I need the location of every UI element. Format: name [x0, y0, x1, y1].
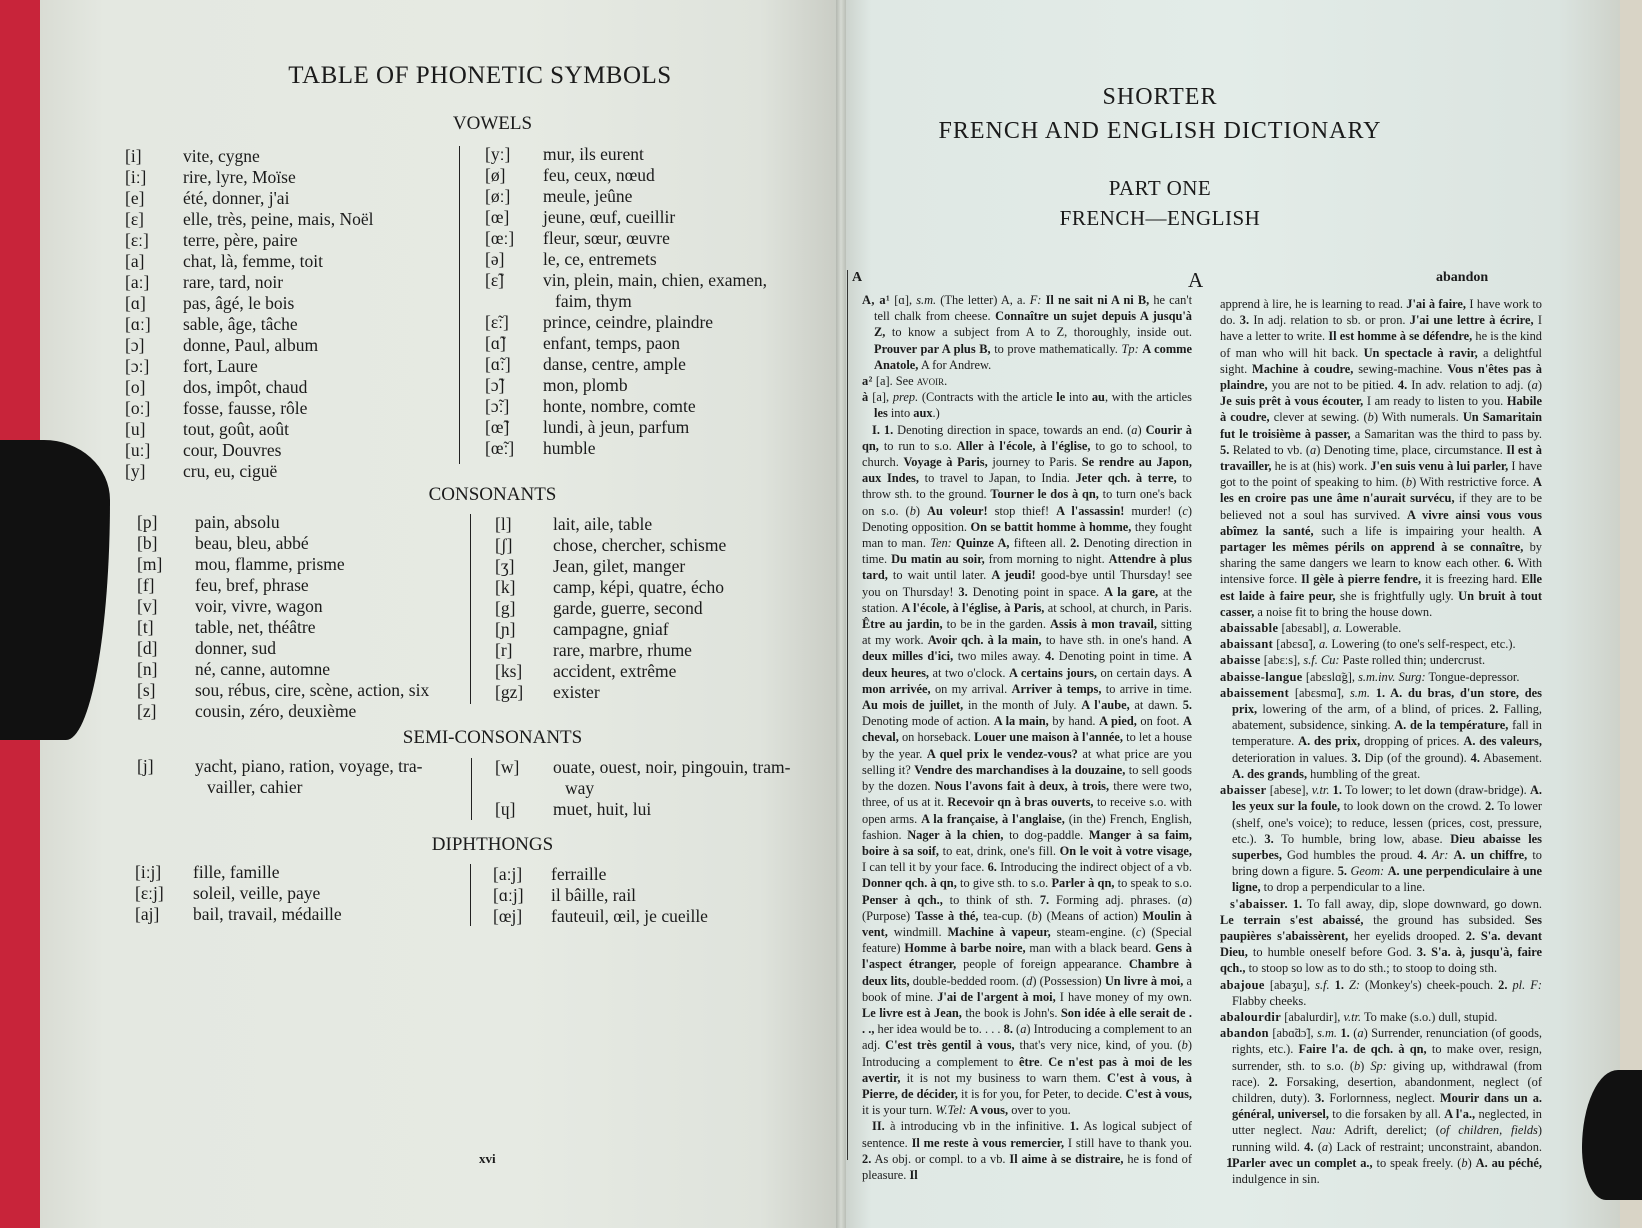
example-words: fosse, fausse, rôle	[183, 398, 308, 418]
dictionary-entry: I. 1. Denoting direction in space, towards an end. (a) Courir à qn, to run to s.o. Aller à l'école, à l'église, to go to school, to church. Voyage à Paris, journey to Paris. Se rendre au Japon, aux Indes, to travel to Japan, to India. Jeter qch. à terre, to throw sth. to the ground. Tourner le dos à qn, to turn one's back on s.o. (b) Au voleur! stop thief! A l'assassin! murder! (c) Denoting opposition. On se battit homme à homme, they fought man to man. Ten: Quinze A, fifteen all. 2. Denoting direction in time. Du matin au soir, from morning to night. Attendre à plus tard, to wait until later. A jeudi! good-bye until Thursday! see you on Thursday! 3. Denoting point in space. A la gare, at the station. A l'école, à l'église, à Paris, at school, at church, in Paris. Être au jardin, to be in the garden. Assis à mon travail, sitting at my work. Avoir qch. à la main, to have sth. in one's hand. A deux milles d'ici, two miles away. 4. Denoting point in time. A deux heures, at two o'clock. A certains jours, on certain days. A mon arrivée, on my arrival. Arriver à temps, to arrive in time. Au mois de juillet, in the month of July. A l'aube, at dawn. 5. Denoting mode of action. A la main, by hand. A pied, on foot. A cheval, on horseback. Louer une maison à l'année, to let a house by the year. A quel prix le vendez-vous? at what price are you selling it? Vendre des marchandises à la douzaine, to sell goods by the dozen. Nous l'avons fait à deux, à trois, there were two, three, of us at it. Recevoir qn à bras ouverts, to receive s.o. with open arms. A la française, à l'anglaise, (in the) French, English, fashion. Nager à la chien, to dog-paddle. Manger à sa faim, boire à sa soif, to eat, drink, one's fill. On le voit à votre visage, I can tell it by your face. 6. Introducing the indirect object of a vb. Donner qch. à qn, to give sth. to s.o. Parler à qn, to speak to s.o. Penser à qch., to think of sth. 7. Forming adj. phrases. (a) (Purpose) Tasse à thé, tea-cup. (b) (Means of action) Moulin à vent, windmill. Machine à vapeur, steam-engine. (c) (Special feature) Homme à barbe noire, man with a black beard. Gens à l'aspect étranger, people of foreign appearance. Chambre à deux lits, double-bedded room. (d) (Possession) Un livre à moi, a book of mine. J'ai de l'argent à moi, I have money of my own. Le livre est à Jean, the book is John's. Son idée à elle serait de . . ., her idea would be to. . . . 8. (a) Introducing a complement to an adj. C'est très gentil à vous, that's very nice, kind, of you. (b) Introducing a complement to être. Ce n'est pas à moi de les avertir, it is not my business to warn them. C'est à vous, à Pierre, de décider, it is for you, for Peter, to decide. C'est à vous, it is your turn. W.Tel: A vous, over to you.	[862, 422, 1193, 1118]
example-words: fille, famille	[193, 862, 280, 882]
phonetic-symbol: [z]	[137, 701, 157, 721]
phonetic-symbol: [œj]	[493, 906, 523, 926]
phonetic-symbol: [a]	[125, 251, 145, 271]
book-spine	[836, 0, 846, 1228]
dictionary-entry: abalourdir [abalurdir], v.tr. To make (s.o.) dull, stupid.	[1220, 1009, 1498, 1024]
margin-rule	[847, 270, 848, 1160]
example-words: danse, centre, ample	[543, 354, 686, 374]
phonetic-symbol: [ɔ̃]	[485, 375, 505, 395]
phonetic-symbol: [d]	[137, 638, 158, 658]
example-words: pain, absolu	[195, 512, 280, 532]
phonetic-symbol: [ɛ̃ː]	[485, 312, 509, 332]
vowels-left-table	[125, 146, 374, 482]
example-words: ouate, ouest, noir, pingouin, tram- way	[553, 757, 791, 798]
dictionary-entry: II. à introducing vb in the infinitive. 1. As logical subject of sentence. Il me reste à vous remercier, I still have to thank you. 2. As obj. or compl. to a vb. Il aime à se distraire, he is fond of pleasure. Il	[862, 1119, 1192, 1182]
phonetic-row	[495, 640, 726, 661]
phonetic-row	[125, 293, 374, 314]
example-words: accident, extrême	[553, 661, 677, 681]
page-title: TABLE OF PHONETIC SYMBOLS	[288, 62, 672, 89]
phonetic-symbol: [aː]	[125, 272, 150, 292]
phonetic-row	[125, 230, 374, 251]
phonetic-row	[493, 885, 708, 906]
example-words: jeune, œuf, cueillir	[543, 207, 676, 227]
phonetic-row	[137, 659, 429, 680]
example-words: tout, goût, août	[183, 419, 289, 439]
phonetic-symbol: [u]	[125, 419, 146, 439]
phonetic-symbol: [k]	[495, 577, 516, 597]
phonetic-row	[495, 682, 726, 703]
phonetic-symbol: [ɑ̃]	[485, 333, 506, 353]
example-words: lait, aile, table	[553, 514, 653, 534]
phonetic-symbol: [g]	[495, 598, 516, 618]
example-words: dos, impôt, chaud	[183, 377, 308, 397]
example-words: honte, nombre, comte	[543, 396, 696, 416]
example-words: cousin, zéro, deuxième	[195, 701, 357, 721]
example-words: enfant, temps, paon	[543, 333, 681, 353]
phonetic-symbol: [œ]	[485, 207, 510, 227]
column-divider	[471, 758, 472, 820]
dictionary-entry: abaissable [abɛsabl], a. Lowerable.	[1220, 621, 1402, 636]
phonetic-symbol: [ɥ]	[495, 799, 516, 819]
phonetic-symbol: [j]	[137, 756, 154, 776]
dictionary-entry: abaisser [abese], v.tr. 1. To lower; to let down (draw-bridge). A. les yeux sur la foule, to look down on the crowd. 2. To lower (shelf, one's voice); to reduce, lessen (prices, cost, pressure, etc.). 3. To humble, bring low, abase. Dieu abaisse les superbes, God humbles the proud. 4. Ar: A. un chiffre, to bring down a figure. 5. Geom: A. une perpendiculaire à une ligne, to drop a perpendicular to a line.	[1220, 783, 1543, 895]
phonetic-row	[485, 228, 767, 249]
dictionary-entry: a² [a]. See avoir.	[862, 374, 948, 389]
section-heading-semi-consonants: SEMI-CONSONANTS	[402, 727, 583, 748]
example-words: feu, ceux, nœud	[543, 165, 655, 185]
phonetic-symbol: [ɔ]	[125, 335, 145, 355]
phonetic-row	[485, 417, 767, 438]
phonetic-symbol: [yː]	[485, 144, 511, 164]
phonetic-row	[137, 756, 422, 798]
phonetic-row	[485, 333, 767, 354]
vowels-right-table	[485, 144, 767, 459]
phonetic-symbol: [gz]	[495, 682, 524, 702]
example-words: rare, tard, noir	[183, 272, 284, 292]
phonetic-symbol: [m]	[137, 554, 163, 574]
phonetic-row	[493, 906, 708, 927]
phonetic-symbol: [t]	[137, 617, 154, 637]
phonetic-symbol: [œ̃ː]	[485, 438, 515, 458]
phonetic-symbol: [ɛ]	[125, 209, 145, 229]
example-words: le, ce, entremets	[543, 249, 657, 269]
phonetic-symbol: [ɛ̃]	[485, 270, 505, 290]
example-words: table, net, théâtre	[195, 617, 316, 637]
phonetic-symbol: [ɑ]	[125, 293, 146, 313]
phonetic-row	[485, 165, 767, 186]
running-head-center: A	[1188, 268, 1204, 292]
dictionary-entry: apprend à lire, he is learning to read. J'ai à faire, I have work to do. 3. In adj. relation to sb. or pron. J'ai une lettre à écrire, I have a letter to write. Il est homme à se défendre, he is the kind of man who will hit back. Un spectacle à ravir, a delightful sight. Machine à coudre, sewing-machine. Vous n'êtes pas à plaindre, you are not to be pitied. 4. In adv. relation to adj. (a) Je suis prêt à vous écouter, I am ready to listen to you. Habile à coudre, clever at sewing. (b) With numerals. Un Samaritain fut le troisième à passer, a Samaritan was the third to pass by. 5. Related to vb. (a) Denoting time, place, circumstance. Il est à travailler, he is at (his) work. J'en suis venu à lui parler, I have got to the point of speaking to him. (b) With restrictive force. A les en croire pas une âme n'aurait survécu, if they are to be believed not a soul has survived. A vivre ainsi vous vous abîmez la santé, such a life is impairing your health. A partager les mêmes périls on apprend à se connaître, by sharing the same dangers we learn to know each other. 6. With intensive force. Il gèle à pierre fendre, it is freezing hard. Elle est laide à faire peur, she is frightfully ugly. Un bruit à tout casser, a noise fit to bring the house down.	[1220, 297, 1543, 619]
phonetic-symbol: [ə]	[485, 249, 505, 269]
phonetic-symbol: [iːj]	[135, 862, 162, 882]
consonants-left-table	[137, 512, 429, 722]
example-words: sou, rébus, cire, scène, action, six	[195, 680, 430, 700]
phonetic-symbol: [oː]	[125, 398, 151, 418]
phonetic-row	[125, 377, 374, 398]
consonants-right-table	[495, 514, 726, 703]
example-words: rire, lyre, Moïse	[183, 167, 296, 187]
phonetic-symbol: [n]	[137, 659, 158, 679]
example-words: muet, huit, lui	[553, 799, 652, 819]
example-words: fleur, sœur, œuvre	[543, 228, 670, 248]
example-words: humble	[543, 438, 596, 458]
phonetic-symbol: [iː]	[125, 167, 147, 187]
example-words: elle, très, peine, mais, Noël	[183, 209, 374, 229]
phonetic-row	[125, 314, 374, 335]
dictionary-entry: abaisse-langue [abɛslɑ̃g], s.m.inv. Surg: Tongue-depressor.	[1220, 669, 1520, 684]
dictionary-entry: abaissant [abɛsɑ̃], a. Lowering (to one's self-respect, etc.).	[1220, 637, 1516, 652]
phonetic-symbol: [s]	[137, 680, 156, 700]
phonetic-symbol: [ɛːj]	[135, 883, 164, 903]
phonetic-symbol: [œː]	[485, 228, 515, 248]
phonetic-symbol: [ks]	[495, 661, 523, 681]
section-heading-diphthongs: DIPHTHONGS	[431, 834, 554, 855]
phonetic-row	[137, 617, 429, 638]
phonetic-symbol: [v]	[137, 596, 158, 616]
phonetic-row	[485, 207, 767, 228]
example-words: chat, là, femme, toit	[183, 251, 323, 271]
phonetic-row	[125, 440, 374, 461]
example-words: yacht, piano, ration, voyage, tra- vailler, cahier	[195, 756, 423, 797]
phonetic-symbol: [œ̃]	[485, 417, 510, 437]
example-words: exister	[553, 682, 600, 702]
example-words: Jean, gilet, manger	[553, 556, 686, 576]
phonetic-row	[137, 533, 429, 554]
phonetic-symbol: [ɑ̃ː]	[485, 354, 511, 374]
example-words: campagne, gniaf	[553, 619, 669, 639]
phonetic-row	[495, 514, 726, 535]
example-words: camp, képi, quatre, écho	[553, 577, 725, 597]
phonetic-symbol: [r]	[495, 640, 513, 660]
phonetic-symbol: [p]	[137, 512, 158, 532]
phonetic-symbol: [i]	[125, 146, 142, 166]
phonetic-symbol: [aj]	[135, 904, 160, 924]
phonetic-symbol: [ɔ̃ː]	[485, 396, 510, 416]
running-head-left: A	[852, 270, 863, 285]
phonetic-row	[125, 167, 374, 188]
phonetic-row	[485, 270, 767, 312]
phonetic-symbol: [ɛː]	[125, 230, 149, 250]
example-words: lundi, à jeun, parfum	[543, 417, 690, 437]
example-words: donne, Paul, album	[183, 335, 319, 355]
page-number-left: xvi	[479, 1151, 496, 1166]
example-words: rare, marbre, rhume	[553, 640, 692, 660]
dictionary-entry: s'abaisser. 1. To fall away, dip, slope downward, go down. Le terrain s'est abaissé, the ground has subsided. Ses paupières s'abaissèrent, her eyelids drooped. 2. S'a. devant Dieu, to humble oneself before God. 3. S'a. à, jusqu'à, faire qch., to stoop so low as to do sth.; to stoop to doing sth.	[1220, 896, 1543, 976]
phonetic-row	[125, 146, 374, 167]
dictionary-entry: A, a¹ [ɑ], s.m. (The letter) A, a. F: Il ne sait ni A ni B, he can't tell chalk from cheese. Connaître un sujet depuis A jusqu'à Z, to know a subject from A to Z, thoroughly, inside out. Prouver par A plus B, to prove mathematically. Tp: A comme Anatole, A for Andrew.	[862, 293, 1193, 372]
phonetic-row	[125, 272, 374, 293]
example-words: meule, jeûne	[543, 186, 633, 206]
part-title: PART ONE	[1108, 176, 1212, 200]
phonetic-symbol: [aːj]	[493, 864, 523, 884]
example-words: été, donner, j'ai	[183, 188, 290, 208]
background-edge-right	[1620, 0, 1642, 1228]
phonetic-row	[495, 535, 726, 556]
phonetic-row	[495, 577, 726, 598]
example-words: terre, père, paire	[183, 230, 298, 250]
phonetic-symbol: [y]	[125, 461, 146, 481]
diphthongs-left-table	[135, 862, 342, 925]
phonetic-row	[137, 554, 429, 575]
example-words: vite, cygne	[183, 146, 260, 166]
page-number-right: 1	[1226, 1156, 1233, 1171]
phonetic-row	[125, 419, 374, 440]
example-words: soleil, veille, paye	[193, 883, 321, 903]
phonetic-row	[495, 598, 726, 619]
phonetic-row	[485, 249, 767, 270]
phonetic-row	[137, 512, 429, 533]
phonetic-row	[137, 701, 429, 722]
column-divider	[470, 864, 471, 926]
diphthongs-right-table	[493, 864, 708, 927]
phonetic-row	[135, 904, 342, 925]
example-words: beau, bleu, abbé	[195, 533, 309, 553]
phonetic-row	[125, 461, 374, 482]
dictionary-entry: abaisse [abɛːs], s.f. Cu: Paste rolled thin; undercrust.	[1220, 653, 1486, 668]
dictionary-column-2	[1220, 296, 1542, 1187]
phonetic-symbol: [øː]	[485, 186, 511, 206]
example-words: voir, vivre, wagon	[195, 596, 323, 616]
section-heading-vowels: VOWELS	[452, 113, 533, 134]
phonetic-row	[485, 186, 767, 207]
phonetic-symbol: [o]	[125, 377, 146, 397]
column-divider	[470, 514, 471, 704]
phonetic-symbol: [ɔː]	[125, 356, 150, 376]
phonetic-symbol: [ø]	[485, 165, 506, 185]
dictionary-entry: abajoue [abaʒu], s.f. 1. Z: (Monkey's) cheek-pouch. 2. pl. F: Flabby cheeks.	[1220, 977, 1542, 1008]
example-words: fauteuil, œil, je cueille	[551, 906, 708, 926]
dictionary-entry: abandon [abɑ̃dɔ̃], s.m. 1. (a) Surrender, renunciation (of goods, rights, etc.). Faire l'a. de qch. à qn, to make over, resign, surrender, sth. to s.o. (b) Sp: giving up, withdrawal (from race). 2. Forsaking, desertion, abandonment, neglect (of children, duty). 3. Forlornness, neglect. Mourir dans un a. général, universel, to die forsaken by all. A l'a., neglected, in utter neglect. Nau: Adrift, derelict; (of children, fields) running wild. 4. (a) Lack of restraint; unconstraint, abandon. Parler avec un complet a., to speak freely. (b) A. au péché, indulgence in sin.	[1220, 1026, 1543, 1186]
phonetic-row	[137, 596, 429, 617]
example-words: mur, ils eurent	[543, 144, 644, 164]
semi-consonants-right-table	[495, 757, 790, 820]
example-words: garde, guerre, second	[553, 598, 703, 618]
phonetic-row	[485, 144, 767, 165]
example-words: il bâille, rail	[551, 885, 637, 905]
phonetic-symbol: [uː]	[125, 440, 151, 460]
phonetic-symbol: [b]	[137, 533, 158, 553]
phonetic-row	[485, 396, 767, 417]
example-words: sable, âge, tâche	[183, 314, 298, 334]
example-words: vin, plein, main, chien, examen, faim, thym	[543, 270, 768, 311]
example-words: fort, Laure	[183, 356, 258, 376]
phonetic-row	[493, 864, 708, 885]
dictionary-entry: à [a], prep. (Contracts with the article le into au, with the articles les into aux.)	[862, 390, 1192, 421]
example-words: mou, flamme, prisme	[195, 554, 345, 574]
example-words: donner, sud	[195, 638, 276, 658]
phonetic-row	[495, 619, 726, 640]
phonetic-row	[137, 638, 429, 659]
example-words: cru, eu, ciguë	[183, 461, 278, 481]
dictionary-entry: abaissement [abɛsmɑ̃], s.m. 1. A. du bras, d'un store, des prix, lowering of the arm, of a blind, of prices. 2. Falling, abatement, subsidence, sinking. A. de la température, fall in temperature. A. des prix, dropping of prices. A. des valeurs, deterioration in values. 3. Dip (of the ground). 4. Abasement. A. des grands, humbling of the great.	[1220, 685, 1542, 781]
phonetic-symbol: [ɲ]	[495, 619, 516, 639]
section-heading-consonants: CONSONANTS	[428, 484, 557, 505]
phonetic-row	[495, 799, 790, 820]
example-words: né, canne, automne	[195, 659, 331, 679]
phonetic-row	[495, 757, 790, 799]
phonetic-symbol: [w]	[495, 757, 520, 777]
example-words: cour, Douvres	[183, 440, 282, 460]
column-divider	[459, 146, 460, 464]
dictionary-title-line1: SHORTER	[1102, 84, 1218, 110]
phonetic-row	[485, 312, 767, 333]
phonetic-symbol: [l]	[495, 514, 512, 534]
phonetic-row	[485, 438, 767, 459]
phonetic-row	[135, 862, 342, 883]
dictionary-column-1	[862, 292, 1192, 1183]
example-words: prince, ceindre, plaindre	[543, 312, 714, 332]
phonetic-row	[135, 883, 342, 904]
part-subtitle: FRENCH—ENGLISH	[1059, 206, 1261, 230]
example-words: pas, âgé, le bois	[183, 293, 295, 313]
phonetic-row	[495, 556, 726, 577]
phonetic-row	[485, 354, 767, 375]
phonetic-row	[137, 680, 429, 701]
phonetic-symbol: [ʒ]	[495, 556, 515, 576]
example-words: chose, chercher, schisme	[553, 535, 727, 555]
phonetic-row	[485, 375, 767, 396]
phonetic-symbol: [ɑː]	[125, 314, 151, 334]
example-words: mon, plomb	[543, 375, 628, 395]
dictionary-title-line2: FRENCH AND ENGLISH DICTIONARY	[938, 118, 1382, 144]
phonetic-symbol: [f]	[137, 575, 155, 595]
phonetic-row	[125, 209, 374, 230]
phonetic-symbol: [ʃ]	[495, 535, 513, 555]
semi-consonants-left-table	[137, 756, 422, 798]
phonetic-row	[125, 335, 374, 356]
phonetic-row	[125, 188, 374, 209]
phonetic-row	[125, 356, 374, 377]
phonetic-row	[495, 661, 726, 682]
example-words: bail, travail, médaille	[193, 904, 342, 924]
running-head-right: abandon	[1436, 270, 1489, 285]
phonetic-row	[137, 575, 429, 596]
example-words: feu, bref, phrase	[195, 575, 309, 595]
example-words: ferraille	[551, 864, 607, 884]
phonetic-row	[125, 251, 374, 272]
phonetic-symbol: [ɑːj]	[493, 885, 524, 905]
phonetic-symbol: [e]	[125, 188, 145, 208]
phonetic-row	[125, 398, 374, 419]
